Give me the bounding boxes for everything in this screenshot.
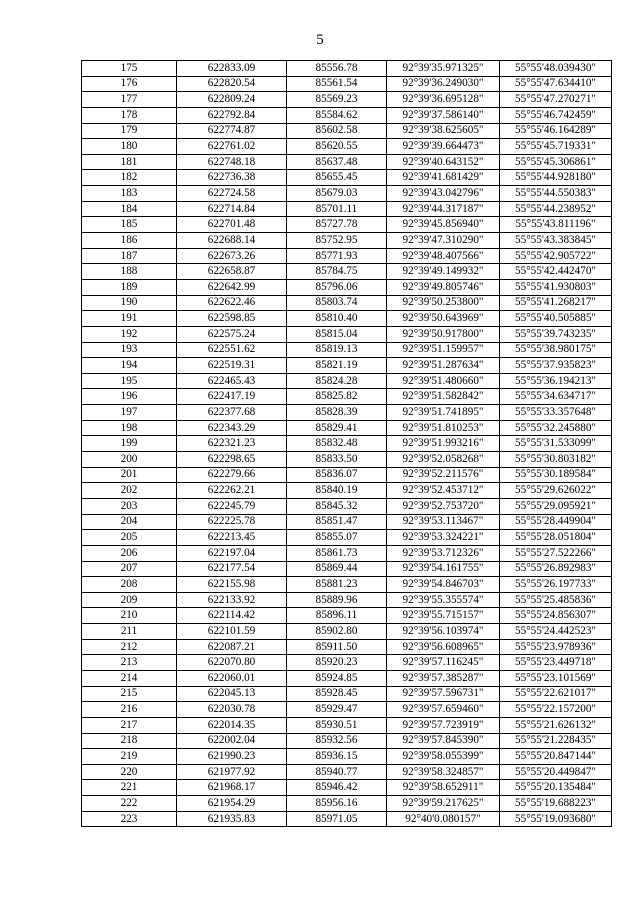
point-number-cell: 206 <box>82 545 177 561</box>
latitude-cell: 55°55'38.980175" <box>500 342 612 358</box>
longitude-cell: 92°39'52.453712" <box>387 483 500 499</box>
x-coordinate-cell: 622155.98 <box>177 577 287 593</box>
y-coordinate-cell: 85924.85 <box>287 670 387 686</box>
x-coordinate-cell: 622688.14 <box>177 233 287 249</box>
longitude-cell: 92°39'52.058268" <box>387 452 500 468</box>
latitude-cell: 55°55'21.626132" <box>500 717 612 733</box>
longitude-cell: 92°39'57.845390" <box>387 733 500 749</box>
table-row <box>82 655 612 671</box>
latitude-cell: 55°55'32.245880" <box>500 420 612 436</box>
x-coordinate-cell: 622736.38 <box>177 170 287 186</box>
table-row <box>82 686 612 702</box>
point-number-cell: 184 <box>82 201 177 217</box>
x-coordinate-cell: 622177.54 <box>177 561 287 577</box>
point-number-cell: 205 <box>82 530 177 546</box>
x-coordinate-cell: 622748.18 <box>177 154 287 170</box>
x-coordinate-cell: 622792.84 <box>177 107 287 123</box>
y-coordinate-cell: 85815.04 <box>287 326 387 342</box>
y-coordinate-cell: 85833.50 <box>287 452 387 468</box>
x-coordinate-cell: 622321.23 <box>177 436 287 452</box>
longitude-cell: 92°39'50.917800" <box>387 326 500 342</box>
y-coordinate-cell: 85896.11 <box>287 608 387 624</box>
latitude-cell: 55°55'23.978936" <box>500 639 612 655</box>
y-coordinate-cell: 85803.74 <box>287 295 387 311</box>
x-coordinate-cell: 622060.01 <box>177 670 287 686</box>
y-coordinate-cell: 85569.23 <box>287 92 387 108</box>
x-coordinate-cell: 622642.99 <box>177 279 287 295</box>
latitude-cell: 55°55'24.442523" <box>500 624 612 640</box>
longitude-cell: 92°39'40.643152" <box>387 154 500 170</box>
latitude-cell: 55°55'20.449847" <box>500 764 612 780</box>
x-coordinate-cell: 622245.79 <box>177 498 287 514</box>
latitude-cell: 55°55'44.550383" <box>500 186 612 202</box>
table-row <box>82 702 612 718</box>
point-number-cell: 209 <box>82 592 177 608</box>
longitude-cell: 92°39'51.480660" <box>387 373 500 389</box>
point-number-cell: 217 <box>82 717 177 733</box>
latitude-cell: 55°55'40.505885" <box>500 311 612 327</box>
x-coordinate-cell: 622820.54 <box>177 76 287 92</box>
x-coordinate-cell: 621935.83 <box>177 811 287 827</box>
y-coordinate-cell: 85928.45 <box>287 686 387 702</box>
x-coordinate-cell: 622070.80 <box>177 655 287 671</box>
longitude-cell: 92°39'54.846703" <box>387 577 500 593</box>
y-coordinate-cell: 85889.96 <box>287 592 387 608</box>
latitude-cell: 55°55'31.533099" <box>500 436 612 452</box>
point-number-cell: 207 <box>82 561 177 577</box>
table-row <box>82 61 612 77</box>
y-coordinate-cell: 85602.58 <box>287 123 387 139</box>
point-number-cell: 200 <box>82 452 177 468</box>
x-coordinate-cell: 622101.59 <box>177 624 287 640</box>
table-row <box>82 592 612 608</box>
point-number-cell: 216 <box>82 702 177 718</box>
y-coordinate-cell: 85836.07 <box>287 467 387 483</box>
y-coordinate-cell: 85701.11 <box>287 201 387 217</box>
table-row <box>82 139 612 155</box>
latitude-cell: 55°55'36.194213" <box>500 373 612 389</box>
table-row <box>82 92 612 108</box>
point-number-cell: 223 <box>82 811 177 827</box>
longitude-cell: 92°39'53.113467" <box>387 514 500 530</box>
point-number-cell: 185 <box>82 217 177 233</box>
longitude-cell: 92°39'53.712326" <box>387 545 500 561</box>
point-number-cell: 183 <box>82 186 177 202</box>
longitude-cell: 92°39'35.971325" <box>387 61 500 77</box>
x-coordinate-cell: 622377.68 <box>177 405 287 421</box>
y-coordinate-cell: 85946.42 <box>287 780 387 796</box>
x-coordinate-cell: 622279.66 <box>177 467 287 483</box>
latitude-cell: 55°55'44.928180" <box>500 170 612 186</box>
y-coordinate-cell: 85561.54 <box>287 76 387 92</box>
y-coordinate-cell: 85861.73 <box>287 545 387 561</box>
table-row <box>82 733 612 749</box>
latitude-cell: 55°55'37.935823" <box>500 358 612 374</box>
latitude-cell: 55°55'33.357648" <box>500 405 612 421</box>
latitude-cell: 55°55'28.449904" <box>500 514 612 530</box>
table-row <box>82 405 612 421</box>
point-number-cell: 195 <box>82 373 177 389</box>
latitude-cell: 55°55'41.930803" <box>500 279 612 295</box>
table-row <box>82 295 612 311</box>
y-coordinate-cell: 85855.07 <box>287 530 387 546</box>
longitude-cell: 92°39'57.723919" <box>387 717 500 733</box>
longitude-cell: 92°39'38.625605" <box>387 123 500 139</box>
x-coordinate-cell: 622519.31 <box>177 358 287 374</box>
longitude-cell: 92°39'51.810253" <box>387 420 500 436</box>
y-coordinate-cell: 85637.48 <box>287 154 387 170</box>
latitude-cell: 55°55'34.634717" <box>500 389 612 405</box>
point-number-cell: 222 <box>82 796 177 812</box>
table-row <box>82 530 612 546</box>
x-coordinate-cell: 622114.42 <box>177 608 287 624</box>
latitude-cell: 55°55'46.164289" <box>500 123 612 139</box>
table-row <box>82 436 612 452</box>
y-coordinate-cell: 85620.55 <box>287 139 387 155</box>
longitude-cell: 92°39'57.116245" <box>387 655 500 671</box>
x-coordinate-cell: 622658.87 <box>177 264 287 280</box>
y-coordinate-cell: 85845.32 <box>287 498 387 514</box>
longitude-cell: 92°39'50.253800" <box>387 295 500 311</box>
latitude-cell: 55°55'23.101569" <box>500 670 612 686</box>
latitude-cell: 55°55'41.268217" <box>500 295 612 311</box>
point-number-cell: 196 <box>82 389 177 405</box>
table-row <box>82 420 612 436</box>
latitude-cell: 55°55'25.485836" <box>500 592 612 608</box>
table-row <box>82 514 612 530</box>
point-number-cell: 198 <box>82 420 177 436</box>
table-row <box>82 608 612 624</box>
y-coordinate-cell: 85752.95 <box>287 233 387 249</box>
table-row <box>82 624 612 640</box>
y-coordinate-cell: 85881.23 <box>287 577 387 593</box>
table-row <box>82 107 612 123</box>
longitude-cell: 92°39'57.659460" <box>387 702 500 718</box>
y-coordinate-cell: 85929.47 <box>287 702 387 718</box>
latitude-cell: 55°55'42.442470" <box>500 264 612 280</box>
longitude-cell: 92°39'36.695128" <box>387 92 500 108</box>
point-number-cell: 199 <box>82 436 177 452</box>
longitude-cell: 92°39'51.159957" <box>387 342 500 358</box>
table-row <box>82 326 612 342</box>
longitude-cell: 92°39'58.324857" <box>387 764 500 780</box>
point-number-cell: 210 <box>82 608 177 624</box>
y-coordinate-cell: 85829.41 <box>287 420 387 436</box>
table-row <box>82 452 612 468</box>
point-number-cell: 175 <box>82 61 177 77</box>
point-number-cell: 177 <box>82 92 177 108</box>
point-number-cell: 213 <box>82 655 177 671</box>
table-row <box>82 577 612 593</box>
y-coordinate-cell: 85824.28 <box>287 373 387 389</box>
x-coordinate-cell: 622724.58 <box>177 186 287 202</box>
table-row <box>82 389 612 405</box>
y-coordinate-cell: 85784.75 <box>287 264 387 280</box>
y-coordinate-cell: 85810.40 <box>287 311 387 327</box>
point-number-cell: 176 <box>82 76 177 92</box>
point-number-cell: 179 <box>82 123 177 139</box>
latitude-cell: 55°55'20.847144" <box>500 749 612 765</box>
table-row <box>82 561 612 577</box>
page-number: 5 <box>316 32 324 48</box>
longitude-cell: 92°39'53.324221" <box>387 530 500 546</box>
x-coordinate-cell: 622833.09 <box>177 61 287 77</box>
latitude-cell: 55°55'20.135484" <box>500 780 612 796</box>
table-row <box>82 233 612 249</box>
longitude-cell: 92°39'56.103974" <box>387 624 500 640</box>
point-number-cell: 212 <box>82 639 177 655</box>
longitude-cell: 92°39'58.652911" <box>387 780 500 796</box>
point-number-cell: 181 <box>82 154 177 170</box>
table-row <box>82 342 612 358</box>
table-row <box>82 717 612 733</box>
x-coordinate-cell: 622213.45 <box>177 530 287 546</box>
latitude-cell: 55°55'30.189584" <box>500 467 612 483</box>
latitude-cell: 55°55'29.626022" <box>500 483 612 499</box>
latitude-cell: 55°55'27.522266" <box>500 545 612 561</box>
table-row <box>82 358 612 374</box>
table-row <box>82 170 612 186</box>
table-row <box>82 749 612 765</box>
x-coordinate-cell: 622045.13 <box>177 686 287 702</box>
longitude-cell: 92°39'50.643969" <box>387 311 500 327</box>
y-coordinate-cell: 85832.48 <box>287 436 387 452</box>
latitude-cell: 55°55'45.719331" <box>500 139 612 155</box>
table-row <box>82 796 612 812</box>
x-coordinate-cell: 622714.84 <box>177 201 287 217</box>
latitude-cell: 55°55'29.095921" <box>500 498 612 514</box>
point-number-cell: 202 <box>82 483 177 499</box>
y-coordinate-cell: 85825.82 <box>287 389 387 405</box>
x-coordinate-cell: 622774.87 <box>177 123 287 139</box>
y-coordinate-cell: 85796.06 <box>287 279 387 295</box>
longitude-cell: 92°39'45.856940" <box>387 217 500 233</box>
latitude-cell: 55°55'48.039430" <box>500 61 612 77</box>
x-coordinate-cell: 622417.19 <box>177 389 287 405</box>
longitude-cell: 92°39'44.317187" <box>387 201 500 217</box>
latitude-cell: 55°55'23.449718" <box>500 655 612 671</box>
longitude-cell: 92°39'54.161755" <box>387 561 500 577</box>
longitude-cell: 92°39'41.681429" <box>387 170 500 186</box>
longitude-cell: 92°39'51.741895" <box>387 405 500 421</box>
x-coordinate-cell: 622761.02 <box>177 139 287 155</box>
x-coordinate-cell: 621954.29 <box>177 796 287 812</box>
point-number-cell: 203 <box>82 498 177 514</box>
latitude-cell: 55°55'28.051804" <box>500 530 612 546</box>
table-row <box>82 545 612 561</box>
longitude-cell: 92°39'55.715157" <box>387 608 500 624</box>
y-coordinate-cell: 85932.56 <box>287 733 387 749</box>
latitude-cell: 55°55'47.634410" <box>500 76 612 92</box>
longitude-cell: 92°39'57.596731" <box>387 686 500 702</box>
latitude-cell: 55°55'21.228435" <box>500 733 612 749</box>
x-coordinate-cell: 622262.21 <box>177 483 287 499</box>
point-number-cell: 197 <box>82 405 177 421</box>
y-coordinate-cell: 85902.80 <box>287 624 387 640</box>
x-coordinate-cell: 622002.04 <box>177 733 287 749</box>
y-coordinate-cell: 85971.05 <box>287 811 387 827</box>
point-number-cell: 190 <box>82 295 177 311</box>
x-coordinate-cell: 621968.17 <box>177 780 287 796</box>
x-coordinate-cell: 622598.85 <box>177 311 287 327</box>
table-row <box>82 483 612 499</box>
longitude-cell: 92°39'36.249030" <box>387 76 500 92</box>
latitude-cell: 55°55'26.892983" <box>500 561 612 577</box>
latitude-cell: 55°55'43.811196" <box>500 217 612 233</box>
latitude-cell: 55°55'43.383845" <box>500 233 612 249</box>
point-number-cell: 219 <box>82 749 177 765</box>
table-row <box>82 76 612 92</box>
y-coordinate-cell: 85556.78 <box>287 61 387 77</box>
longitude-cell: 92°39'48.407566" <box>387 248 500 264</box>
x-coordinate-cell: 622575.24 <box>177 326 287 342</box>
longitude-cell: 92°39'37.586140" <box>387 107 500 123</box>
longitude-cell: 92°39'49.805746" <box>387 279 500 295</box>
point-number-cell: 218 <box>82 733 177 749</box>
table-row <box>82 279 612 295</box>
coordinates-table <box>81 60 612 827</box>
y-coordinate-cell: 85920.23 <box>287 655 387 671</box>
y-coordinate-cell: 85869.44 <box>287 561 387 577</box>
latitude-cell: 55°55'19.093680" <box>500 811 612 827</box>
latitude-cell: 55°55'24.856307" <box>500 608 612 624</box>
table-row <box>82 264 612 280</box>
latitude-cell: 55°55'30.803182" <box>500 452 612 468</box>
x-coordinate-cell: 622465.43 <box>177 373 287 389</box>
longitude-cell: 92°39'56.608965" <box>387 639 500 655</box>
point-number-cell: 182 <box>82 170 177 186</box>
latitude-cell: 55°55'22.621017" <box>500 686 612 702</box>
latitude-cell: 55°55'42.905722" <box>500 248 612 264</box>
y-coordinate-cell: 85851.47 <box>287 514 387 530</box>
point-number-cell: 193 <box>82 342 177 358</box>
y-coordinate-cell: 85940.77 <box>287 764 387 780</box>
y-coordinate-cell: 85679.03 <box>287 186 387 202</box>
x-coordinate-cell: 622197.04 <box>177 545 287 561</box>
latitude-cell: 55°55'22.157200" <box>500 702 612 718</box>
x-coordinate-cell: 622701.48 <box>177 217 287 233</box>
longitude-cell: 92°40'0.080157" <box>387 811 500 827</box>
point-number-cell: 214 <box>82 670 177 686</box>
longitude-cell: 92°39'59.217625" <box>387 796 500 812</box>
point-number-cell: 186 <box>82 233 177 249</box>
longitude-cell: 92°39'43.042796" <box>387 186 500 202</box>
latitude-cell: 55°55'45.306861" <box>500 154 612 170</box>
point-number-cell: 201 <box>82 467 177 483</box>
longitude-cell: 92°39'51.582842" <box>387 389 500 405</box>
longitude-cell: 92°39'51.993216" <box>387 436 500 452</box>
table-row <box>82 186 612 202</box>
point-number-cell: 188 <box>82 264 177 280</box>
table-row <box>82 123 612 139</box>
point-number-cell: 194 <box>82 358 177 374</box>
table-row <box>82 154 612 170</box>
table-row <box>82 248 612 264</box>
y-coordinate-cell: 85956.16 <box>287 796 387 812</box>
table-row <box>82 780 612 796</box>
latitude-cell: 55°55'47.270271" <box>500 92 612 108</box>
point-number-cell: 208 <box>82 577 177 593</box>
x-coordinate-cell: 622225.78 <box>177 514 287 530</box>
point-number-cell: 191 <box>82 311 177 327</box>
y-coordinate-cell: 85584.62 <box>287 107 387 123</box>
longitude-cell: 92°39'49.149932" <box>387 264 500 280</box>
point-number-cell: 178 <box>82 107 177 123</box>
point-number-cell: 180 <box>82 139 177 155</box>
longitude-cell: 92°39'47.310290" <box>387 233 500 249</box>
longitude-cell: 92°39'51.287634" <box>387 358 500 374</box>
latitude-cell: 55°55'39.743235" <box>500 326 612 342</box>
x-coordinate-cell: 622673.26 <box>177 248 287 264</box>
table-row <box>82 467 612 483</box>
point-number-cell: 211 <box>82 624 177 640</box>
x-coordinate-cell: 622809.24 <box>177 92 287 108</box>
latitude-cell: 55°55'19.688223" <box>500 796 612 812</box>
y-coordinate-cell: 85821.19 <box>287 358 387 374</box>
longitude-cell: 92°39'55.355574" <box>387 592 500 608</box>
y-coordinate-cell: 85727.78 <box>287 217 387 233</box>
y-coordinate-cell: 85840.19 <box>287 483 387 499</box>
y-coordinate-cell: 85936.15 <box>287 749 387 765</box>
point-number-cell: 204 <box>82 514 177 530</box>
table-row <box>82 498 612 514</box>
x-coordinate-cell: 621977.92 <box>177 764 287 780</box>
table-row <box>82 311 612 327</box>
table-row <box>82 639 612 655</box>
longitude-cell: 92°39'39.664473" <box>387 139 500 155</box>
y-coordinate-cell: 85828.39 <box>287 405 387 421</box>
point-number-cell: 192 <box>82 326 177 342</box>
longitude-cell: 92°39'58.055399" <box>387 749 500 765</box>
latitude-cell: 55°55'44.238952" <box>500 201 612 217</box>
x-coordinate-cell: 622298.65 <box>177 452 287 468</box>
longitude-cell: 92°39'52.753720" <box>387 498 500 514</box>
point-number-cell: 215 <box>82 686 177 702</box>
y-coordinate-cell: 85819.13 <box>287 342 387 358</box>
table-row <box>82 217 612 233</box>
latitude-cell: 55°55'26.197733" <box>500 577 612 593</box>
point-number-cell: 187 <box>82 248 177 264</box>
x-coordinate-cell: 622551.62 <box>177 342 287 358</box>
point-number-cell: 221 <box>82 780 177 796</box>
y-coordinate-cell: 85655.45 <box>287 170 387 186</box>
x-coordinate-cell: 621990.23 <box>177 749 287 765</box>
table-row <box>82 201 612 217</box>
table-row <box>82 670 612 686</box>
point-number-cell: 189 <box>82 279 177 295</box>
table-row <box>82 373 612 389</box>
x-coordinate-cell: 622133.92 <box>177 592 287 608</box>
x-coordinate-cell: 622030.78 <box>177 702 287 718</box>
point-number-cell: 220 <box>82 764 177 780</box>
table-row <box>82 811 612 827</box>
longitude-cell: 92°39'57.385287" <box>387 670 500 686</box>
latitude-cell: 55°55'46.742459" <box>500 107 612 123</box>
x-coordinate-cell: 622622.46 <box>177 295 287 311</box>
x-coordinate-cell: 622343.29 <box>177 420 287 436</box>
table-row <box>82 764 612 780</box>
x-coordinate-cell: 622087.21 <box>177 639 287 655</box>
x-coordinate-cell: 622014.35 <box>177 717 287 733</box>
longitude-cell: 92°39'52.211576" <box>387 467 500 483</box>
y-coordinate-cell: 85930.51 <box>287 717 387 733</box>
y-coordinate-cell: 85911.50 <box>287 639 387 655</box>
y-coordinate-cell: 85771.93 <box>287 248 387 264</box>
